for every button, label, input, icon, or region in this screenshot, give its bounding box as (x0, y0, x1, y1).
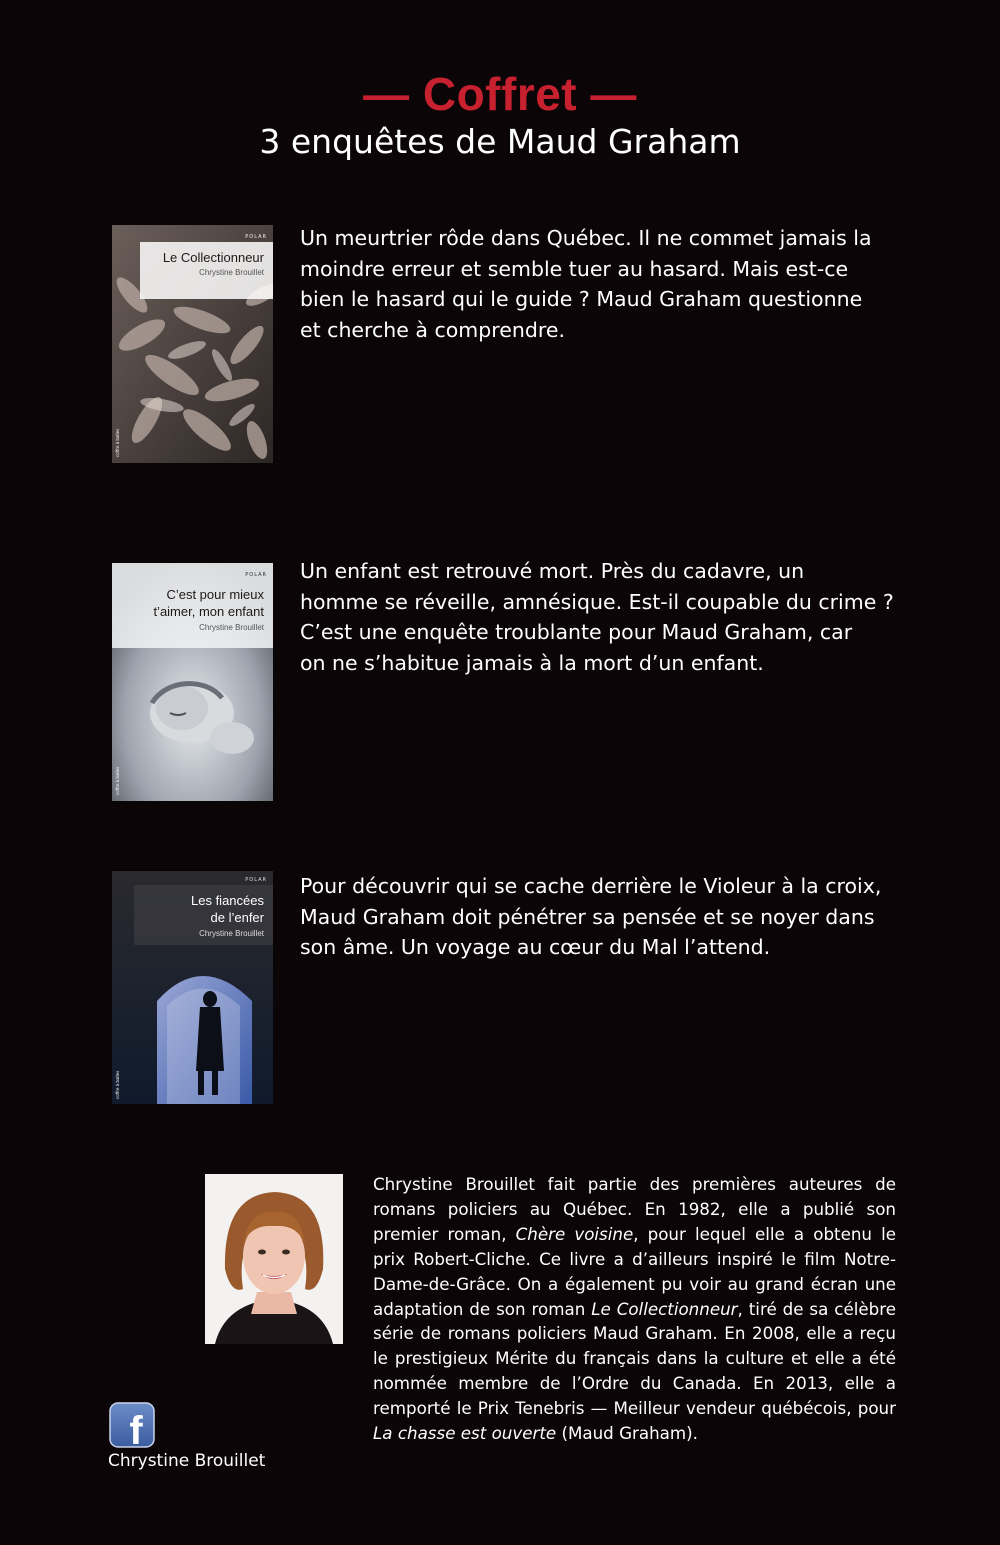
description-line: moindre erreur et semble tuer au hasard. Mais est-ce (300, 256, 849, 281)
book-cover-fiancees (112, 871, 273, 1104)
cover-author: Chrystine Brouillet (199, 268, 264, 277)
sleeping-child-cover-art (112, 563, 273, 801)
description-line: on ne s’habitue jamais à la mort d’un enfant. (300, 650, 764, 675)
facebook-page-link[interactable]: Chrystine Brouillet (108, 1451, 266, 1471)
series-label: POLAR (245, 572, 267, 578)
facebook-icon[interactable] (109, 1402, 155, 1448)
description-line: C’est une enquête troublante pour Maud Graham, car (300, 620, 853, 644)
description-line: Un enfant est retrouvé mort. Près du cadavre, un (300, 559, 805, 583)
book-cover-collectionneur (112, 225, 273, 463)
cover-author: Chrystine Brouillet (199, 929, 264, 938)
hands-cover-art (112, 225, 273, 463)
book-title-le-collectionneur: Le Collectionneur (591, 1298, 738, 1319)
series-label: POLAR (245, 234, 267, 240)
cover-author: Chrystine Brouillet (199, 623, 264, 632)
cover-title-line: t’aimer, mon enfant (153, 604, 264, 619)
bio-text: Chrystine Brouillet fait partie des premières auteures de romans policiers au Québec. En 1982, elle a publié son premier roman, (373, 1174, 896, 1244)
bio-text: , pour lequel elle a obtenu le prix Robert-Cliche. Ce livre a d’ailleurs inspiré le film Notre-Dame-de-Grâce. On a également pu voir au grand écran une adaptation de son roman (373, 1223, 896, 1319)
page-title: — Coffret — (363, 68, 637, 120)
author-photo (205, 1174, 343, 1344)
description-line: et cherche à comprendre. (300, 317, 565, 342)
book-description-collectionneur (300, 223, 900, 345)
description-line: homme se réveille, amnésique. Est-il coupable du crime ? (300, 589, 894, 614)
author-portrait (205, 1174, 343, 1344)
author-biography (373, 1172, 896, 1446)
archway-silhouette-cover-art (112, 871, 273, 1104)
book-cover-cest-pour-mieux (112, 563, 273, 801)
cover-title: Le Collectionneur (162, 250, 264, 265)
spine-label: coffre à balles (115, 766, 120, 795)
book-description-fiancees (300, 871, 900, 963)
page-subtitle: 3 enquêtes de Maud Graham (259, 122, 741, 161)
book-description-cest-pour-mieux (300, 556, 900, 678)
spine-label: coffre à balles (115, 428, 120, 457)
book-title-la-chasse-est-ouverte: La chasse est ouverte (373, 1423, 557, 1444)
cover-title-line: de l’enfer (210, 910, 264, 925)
description-line: son âme. Un voyage au cœur du Mal l’attend. (300, 935, 771, 959)
cover-title-line: Les fiancées (191, 893, 264, 908)
description-line: Maud Graham doit pénétrer sa pensée et se noyer dans (300, 904, 875, 929)
description-line: Un meurtrier rôde dans Québec. Il ne commet jamais la (300, 226, 872, 250)
facebook-letter: f (129, 1409, 143, 1448)
series-label: POLAR (245, 877, 267, 883)
description-line: Pour découvrir qui se cache derrière le Violeur à la croix, (300, 874, 882, 898)
spine-label: coffre à balles (115, 1070, 120, 1099)
bio-text: (Maud Graham). (556, 1423, 698, 1444)
bio-text: , tiré de sa célèbre série de romans policiers Maud Graham. En 2008, elle a reçu le prestigieux Mérite du français dans la culture et elle a été nommée membre de l’Ordre du Canada. En 2013, elle a remporté le Prix Tenebris — Meilleur vendeur québécois, pour (373, 1298, 896, 1419)
cover-title-line: C’est pour mieux (166, 587, 264, 602)
description-line: bien le hasard qui le guide ? Maud Graham questionne (300, 287, 863, 311)
book-title-chere-voisine: Chère voisine (515, 1223, 634, 1244)
